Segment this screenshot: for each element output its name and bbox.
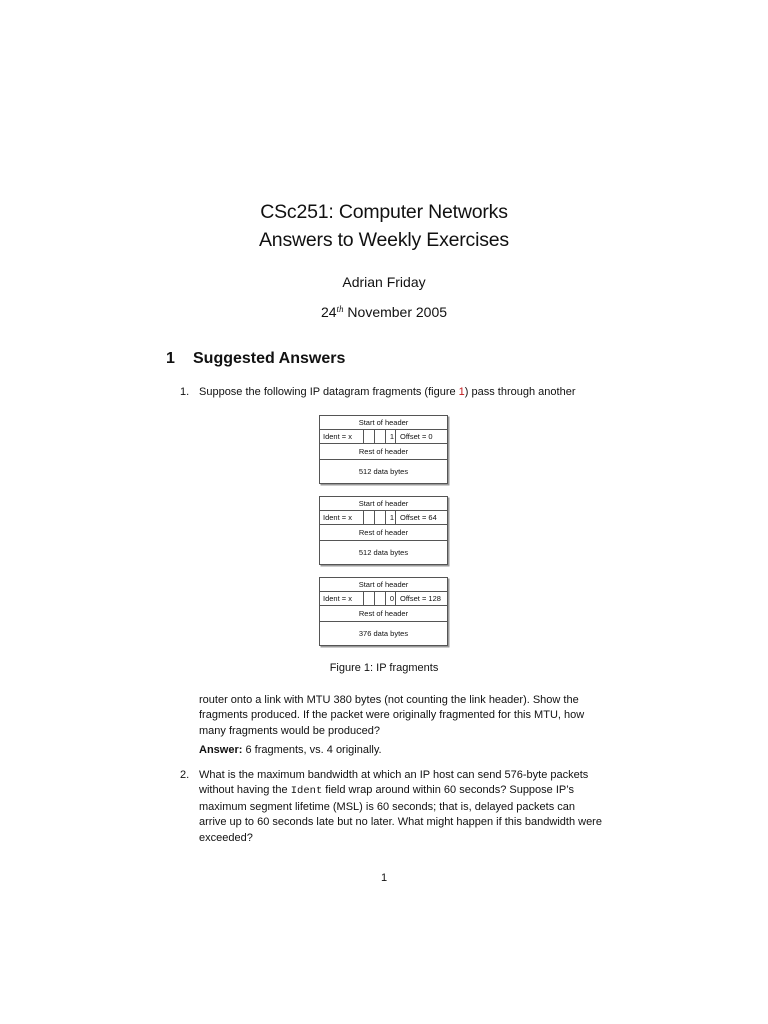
header-fields bbox=[320, 592, 447, 606]
more-fragments-flag: 0 bbox=[386, 592, 396, 605]
figure-reference-link[interactable]: 1 bbox=[458, 386, 465, 398]
header-fields bbox=[320, 430, 447, 444]
section-heading bbox=[166, 350, 345, 368]
fragment-diagram-3 bbox=[319, 577, 448, 646]
title-block bbox=[0, 198, 768, 320]
document-title-line1: CSc251: Computer Networks bbox=[260, 201, 508, 223]
question1-number: 1. bbox=[180, 386, 190, 398]
data-bytes: 512 data bytes bbox=[358, 547, 409, 557]
question2-text-start: What is the maximum bandwidth at which an IP host can send 576-byte packets without having the bbox=[199, 769, 589, 797]
start-of-header: Start of header bbox=[320, 416, 447, 430]
document-title-line2: Answers to Weekly Exercises bbox=[259, 229, 509, 251]
offset-field: Offset = 0 bbox=[400, 431, 433, 441]
question1-continued: router onto a link with MTU 380 bytes (not counting the link header). Show the fragments produced. If the packet were originally fragmented for this MTU, how many fragments would be produced? bbox=[199, 694, 585, 737]
rest-of-header: Rest of header bbox=[320, 525, 447, 541]
question2-text bbox=[199, 768, 603, 846]
answer-label: Answer: bbox=[199, 744, 243, 756]
flag-field bbox=[375, 430, 386, 443]
ident-field: Ident = x bbox=[320, 511, 364, 524]
data-bytes: 376 data bytes bbox=[358, 628, 409, 638]
author: Adrian Friday bbox=[342, 274, 426, 290]
rest-of-header: Rest of header bbox=[320, 444, 447, 460]
ident-field: Ident = x bbox=[320, 430, 364, 443]
ident-code: Ident bbox=[290, 785, 323, 798]
answer-text: 6 fragments, vs. 4 originally. bbox=[242, 744, 382, 756]
flag-field bbox=[364, 592, 375, 605]
offset-field: Offset = 64 bbox=[400, 512, 437, 522]
rest-of-header: Rest of header bbox=[320, 606, 447, 622]
date-rest: November 2005 bbox=[347, 304, 448, 320]
offset-field: Offset = 128 bbox=[400, 593, 441, 603]
question1-intro-text-end: ) pass through another bbox=[464, 386, 576, 398]
start-of-header: Start of header bbox=[320, 578, 447, 592]
flag-field bbox=[375, 511, 386, 524]
fragment-diagram-1 bbox=[319, 415, 448, 484]
date bbox=[0, 304, 768, 320]
data-bytes: 512 data bytes bbox=[358, 466, 409, 476]
question2-number: 2. bbox=[180, 769, 190, 781]
figure-caption: Figure 1: IP fragments bbox=[329, 662, 439, 674]
flag-field bbox=[364, 430, 375, 443]
section-title: Suggested Answers bbox=[193, 350, 346, 367]
ident-field: Ident = x bbox=[320, 592, 364, 605]
question1-intro-text: Suppose the following IP datagram fragments (figure bbox=[199, 386, 459, 398]
page-number: 1 bbox=[380, 872, 388, 884]
fragment-diagram-2 bbox=[319, 496, 448, 565]
header-fields bbox=[320, 511, 447, 525]
date-suffix: th bbox=[336, 304, 344, 314]
flag-field bbox=[375, 592, 386, 605]
start-of-header: Start of header bbox=[320, 497, 447, 511]
more-fragments-flag: 1 bbox=[386, 430, 396, 443]
date-day: 24 bbox=[320, 304, 337, 320]
flag-field bbox=[364, 511, 375, 524]
question2-text-end: field wrap around within 60 seconds? Suppose IP’s maximum segment lifetime (MSL) is 60 seconds; that is, delayed packets can arrive up to 60 seconds late but no later. What might happen if this bandwidth were exceeded? bbox=[199, 784, 602, 844]
section-number: 1 bbox=[166, 350, 175, 367]
question1-answer bbox=[199, 743, 603, 758]
more-fragments-flag: 1 bbox=[386, 511, 396, 524]
question1-intro bbox=[199, 385, 603, 400]
